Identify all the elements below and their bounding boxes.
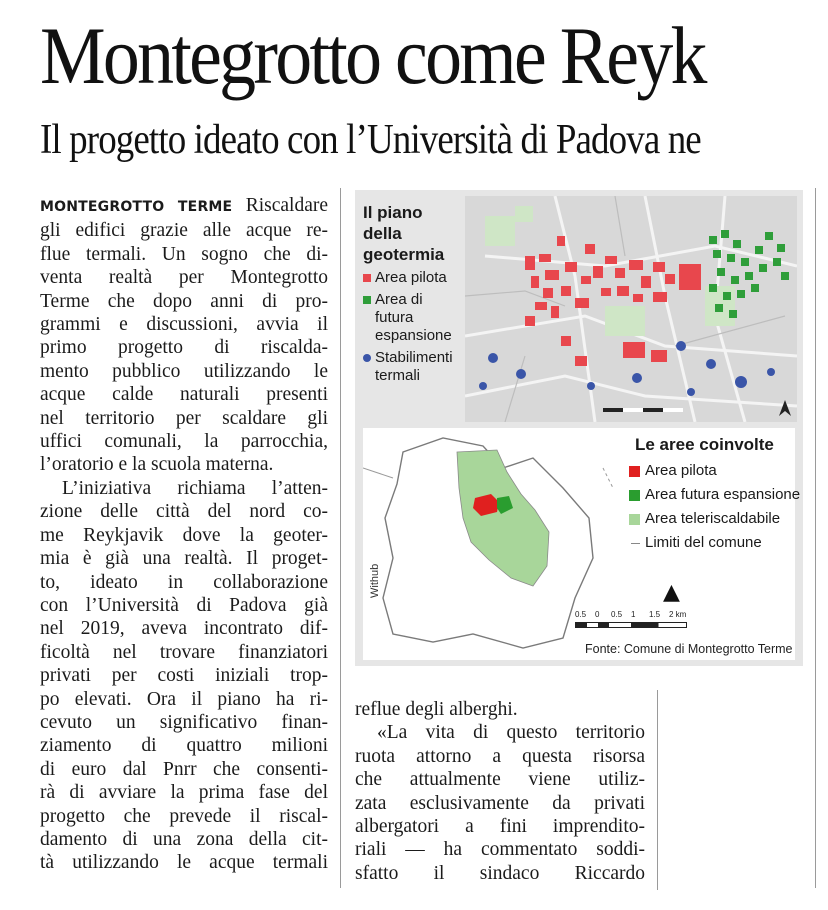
article-line: grammi e discussioni, avvia il bbox=[40, 314, 328, 336]
column-divider-bottom bbox=[657, 690, 658, 890]
scale-label: 0.5 bbox=[611, 610, 623, 619]
article-line: mento pubblico utilizzando le bbox=[40, 360, 328, 382]
article-line: uffici comunali, la parrocchia, bbox=[40, 431, 328, 453]
north-arrow-icon: ▲ bbox=[663, 580, 680, 605]
legend-item-label: Area teleriscaldabile bbox=[645, 510, 781, 527]
article-line: con l’Università di Padova già bbox=[40, 594, 328, 616]
legend-item-district-heating bbox=[623, 510, 803, 528]
legend-item-label: Area futura espansione bbox=[645, 486, 801, 503]
column-divider bbox=[340, 188, 341, 888]
article-line: tà utilizzando le acque termali bbox=[40, 852, 328, 874]
boundary-line-icon bbox=[631, 543, 640, 544]
article-line: to, ideato in collaborazione bbox=[40, 571, 328, 593]
article-line: gli edifici grazie alle acque re- bbox=[40, 220, 328, 242]
article-line: rà di avviare la prima fase del bbox=[40, 782, 328, 804]
light-green-swatch-icon bbox=[629, 514, 640, 525]
red-swatch-icon bbox=[629, 466, 640, 477]
article-line: damento di una zona della cit- bbox=[40, 828, 328, 850]
municipality-map-panel bbox=[363, 428, 801, 660]
article-line bbox=[40, 194, 328, 219]
subheadline: Il progetto ideato con l’Università di Padova ne bbox=[40, 117, 701, 163]
article-text: Riscaldare bbox=[232, 195, 328, 216]
article-column-2 bbox=[355, 698, 645, 885]
article-line: po elevati. Ora il piano ha ri- bbox=[40, 688, 328, 710]
legend-item-expansion bbox=[623, 486, 803, 504]
blue-dot-icon bbox=[363, 354, 371, 362]
legend-item-spas bbox=[363, 349, 463, 385]
legend-item-label: Stabilimenti termali bbox=[375, 349, 453, 384]
legend-item-label: Area di futura espansione bbox=[375, 291, 452, 344]
article-line: me Reykjavik dove la geoter- bbox=[40, 524, 328, 546]
article-line: flue termali. Un sogno che di- bbox=[40, 243, 328, 265]
article-line: «La vita di questo territorio bbox=[377, 722, 645, 744]
article-line: privati per costi iniziali trop- bbox=[40, 665, 328, 687]
legend-title: Le aree coinvolte bbox=[635, 435, 774, 454]
article-column-1 bbox=[40, 194, 328, 875]
article-line: ruota attorno a questa risorsa bbox=[355, 745, 645, 767]
infographic bbox=[355, 190, 803, 666]
scale-label: 1 bbox=[631, 610, 636, 619]
article-line: reflue degli alberghi. bbox=[355, 699, 518, 720]
scale-bar bbox=[575, 622, 687, 628]
article-line: di euro dal Pnrr che consenti- bbox=[40, 758, 328, 780]
article-line: venta realtà per Montegrotto bbox=[40, 267, 328, 289]
map-legend-top bbox=[363, 202, 463, 385]
article-line: che attualmente viene utiliz- bbox=[355, 769, 645, 791]
headline: Montegrotto come Reyk bbox=[40, 10, 705, 101]
legend-item-label: Limiti del comune bbox=[645, 534, 762, 551]
scale-label: 1.5 bbox=[649, 610, 661, 619]
article-line: mia è già una realtà. Il proget- bbox=[40, 548, 328, 570]
article-line: zata esclusivamente da privati bbox=[355, 792, 645, 814]
green-swatch-icon bbox=[363, 296, 371, 304]
article-line: zione delle città del nord co- bbox=[40, 501, 328, 523]
article-line: sfatto il sindaco Riccardo bbox=[355, 862, 645, 884]
article-line: riali — ha commentato soddi- bbox=[355, 839, 645, 861]
green-swatch-icon bbox=[629, 490, 640, 501]
article-line: cevuto un significativo finan- bbox=[40, 711, 328, 733]
scale-label: 2 km bbox=[669, 610, 687, 619]
article-line: primo progetto di riscalda- bbox=[40, 337, 328, 359]
article-line: Terme che dopo anni di pro- bbox=[40, 290, 328, 312]
legend-item-pilot bbox=[623, 462, 803, 480]
legend-item-expansion bbox=[363, 291, 463, 345]
legend-item-label: Area pilota bbox=[375, 269, 447, 286]
scale-label: 0.5 bbox=[575, 610, 587, 619]
scale-label: 0 bbox=[595, 610, 600, 619]
legend-item-boundary bbox=[623, 534, 803, 552]
article-line: l’oratorio e la scuola materna. bbox=[40, 454, 274, 476]
pilot-area-map bbox=[465, 196, 797, 422]
article-line: nel territorio per scaldare gli bbox=[40, 407, 328, 429]
article-line: nel 2019, aveva incontrato dif- bbox=[40, 618, 328, 640]
article-line: ziamento di quattro milioni bbox=[40, 735, 328, 757]
column-divider-right bbox=[815, 188, 816, 888]
article-line: acque calde naturali presenti bbox=[40, 384, 328, 406]
legend-item-pilot bbox=[363, 269, 463, 287]
graphic-credit: Withub bbox=[369, 563, 381, 598]
article-line: albergatori a fini imprendito- bbox=[355, 816, 645, 838]
article-line: ficoltà nel trovare finanziatori bbox=[40, 641, 328, 663]
article-line: L’iniziativa richiama l’atten- bbox=[62, 477, 328, 499]
legend-title: Il piano della geotermia bbox=[363, 203, 445, 264]
dateline: MONTEGROTTO TERME bbox=[40, 199, 233, 215]
map-legend-bottom bbox=[623, 434, 803, 552]
graphic-source: Fonte: Comune di Montegrotto Terme bbox=[585, 642, 793, 656]
legend-item-label: Area pilota bbox=[645, 462, 717, 479]
article-line: progetto che prevede il riscal- bbox=[40, 805, 328, 827]
red-swatch-icon bbox=[363, 274, 371, 282]
